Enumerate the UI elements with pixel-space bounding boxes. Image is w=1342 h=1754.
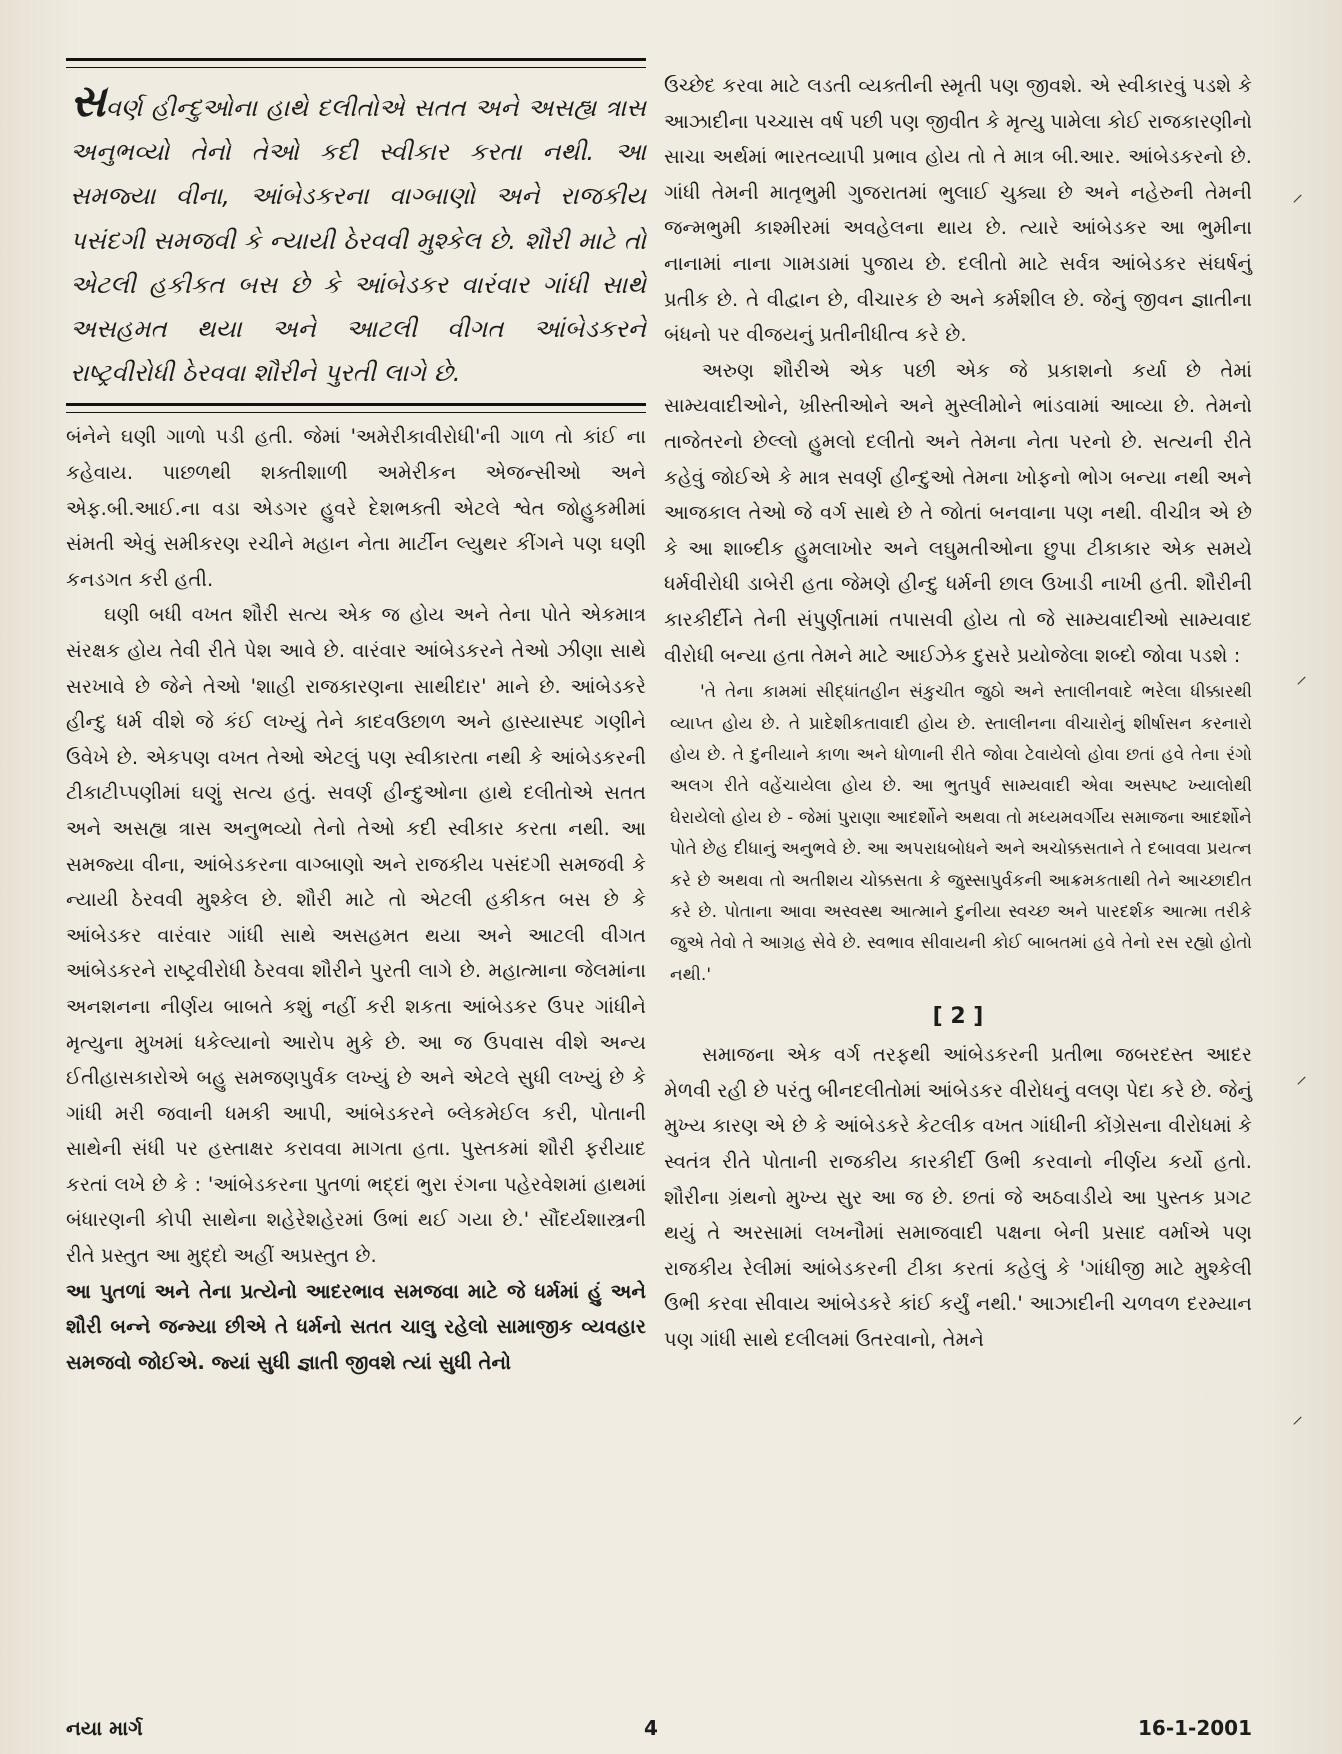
margin-mark-icon: ⸝ [1292, 1404, 1304, 1429]
publication-name: નયા માર્ગ [66, 1716, 143, 1740]
margin-mark-icon: ⸝ [1296, 1064, 1308, 1089]
left-column [66, 58, 646, 1380]
pullquote [66, 76, 646, 395]
margin-mark-icon: ⸝ [1296, 664, 1308, 689]
issue-date: 16-1-2001 [1137, 1716, 1252, 1740]
block-quote: 'તે તેના કામમાં સીદ્ધાંતહીન સંકુચીત જુઠો અને સ્તાલીનવાદે ભરેલા ધીક્કારથી વ્યાપ્ત હોય છે. તે પ્રાદેશીકતાવાદી હોય છે. સ્તાલીનના વીચારોનું શીર્ષાસન કરનારો હોય છે. તે દુનીયાને કાળા અને ધોળાની રીતે જોવા ટેવાયેલો હોવા છતાં હવે તેના રંગો અલગ રીતે વહેંચાયેલા હોય છે. આ ભુતપુર્વ સામ્યવાદી એવા અસ્પષ્ટ ખ્યાલોથી ઘેરાયેલો હોય છે - જેમાં પુરાણા આદર્શોને અથવા તો મધ્યમવર્ગીય સમાજના આદર્શોને પોતે છેહ દીધાનું અનુભવે છે. આ અપરાધબોધને અને અચોક્કસતાને તે દબાવવા પ્રયત્ન કરે છે અથવા તો અતીશય ચોક્કસતા કે જુસ્સાપુર્વકની આક્રમકતાથી તેને આચ્છાદીત કરે છે. પોતાના આવા અસ્વસ્થ આત્માને દુનીયા સ્વચ્છ અને પારદર્શક આત્મા તરીકે જુએ તેવો તે આગ્રહ સેવે છે. સ્વભાવ સીવાયની કોઈ બાબતમાં હવે તેનો રસ રહ્યો હોતો નથી.' [670, 682, 1252, 985]
page-number: 4 [644, 1716, 658, 1740]
pullquote-top-rule [66, 58, 646, 68]
pullquote-bottom-rule [66, 403, 646, 413]
right-paragraph-1: ઉચ્છેદ કરવા માટે લડતી વ્યક્તીની સ્મૃતી પણ જીવશે. એ સ્વીકારવું પડશે કે આઝાદીના પચ્ચાસ વર્ષ પછી પણ જીવીત કે મૃત્યુ પામેલા કોઈ રાજકારણીનો સાચા અર્થમાં ભારતવ્યાપી પ્રભાવ હોય તો તે માત્ર બી.આર. આંબેડકરનો છે. ગાંધી તેમની માતૃભુમી ગુજરાતમાં ભુલાઈ ચુક્યા છે અને નહેરુની તેમની જન્મભુમી કાશ્મીરમાં અવહેલના થાય છે. ત્યારે આંબેડકર આ ભુમીના નાનામાં નાના ગામડામાં પુજાય છે. દલીતો માટે સર્વત્ર આંબેડકર સંઘર્ષનું પ્રતીક છે. તે વીદ્વાન છે, વીચારક છે અને કર્મશીલ છે. જેનું જીવન જ્ઞાતીના બંધનો પર વીજયનું પ્રતીનીધીત્વ કરે છે. [664, 74, 1252, 347]
right-column [664, 68, 1252, 1358]
section-2-paragraph: સમાજના એક વર્ગ તરફથી આંબેડકરની પ્રતીભા જબરદસ્ત આદર મેળવી રહી છે પરંતુ બીનદલીતોમાં આંબેડકર વીરોધનું વલણ પેદા કરે છે. જેનું મુખ્ય કારણ એ છે કે આંબેડકરે કેટલીક વખત ગાંધીની કોંગ્રેસના વીરોધમાં કે સ્વતંત્ર રીતે પોતાની રાજકીય કારકીર્દી ઉભી કરવાનો નીર્ણય કર્યો હતો. શૌરીના ગ્રંથનો મુખ્ય સુર આ જ છે. છતાં જે અઠવાડીયે આ પુસ્તક પ્રગટ થયું તે અરસામાં લખનૌમાં સમાજવાદી પક્ષના બેની પ્રસાદ વર્માએ પણ રાજકીય રેલીમાં આંબેડકરની ટીકા કરતાં કહેલું કે 'ગાંધીજી માટે મુશ્કેલી ઉભી કરવા સીવાય આંબેડકરે કાંઈ કર્યું નથી.' આઝાદીની ચળવળ દરમ્યાન પણ ગાંધી સાથે દલીલમાં ઉતરવાનો, તેમને [664, 1043, 1252, 1351]
section-number: [ 2 ] [932, 1004, 984, 1030]
pullquote-text: વર્ણ હીન્દુઓના હાથે દલીતોએ સતત અને અસહ્ય ત્રાસ અનુભવ્યો તેનો તેઓ કદી સ્વીકાર કરતા નથી. આ સમજ્યા વીના, આંબેડકરના વાગ્બાણો અને રાજકીય પસંદગી સમજવી કે ન્યાયી ઠેરવવી મુશ્કેલ છે. શૌરી માટે તો એટલી હકીકત બસ છે કે આંબેડકર વારંવાર ગાંધી સાથે અસહમત થયા અને આટલી વીગત આંબેડકરને રાષ્ટ્રવીરોધી ઠેરવવા શૌરીને પુરતી લાગે છે. [70, 93, 646, 388]
pullquote-dropcap: સ [70, 76, 106, 127]
page-footer [66, 1716, 1252, 1746]
left-paragraph-3: આ પુતળાં અને તેના પ્રત્યેનો આદરભાવ સમજવા માટે જે ધર્મમાં હું અને શૌરી બન્ને જન્મ્યા છીએ તે ધર્મનો સતત ચાલુ રહેલો સામાજીક વ્યવહાર સમજવો જોઈએ. જ્યાં સુધી જ્ઞાતી જીવશે ત્યાં સુધી તેનો [66, 1279, 646, 1374]
margin-mark-icon: ⸝ [1292, 182, 1304, 207]
left-paragraph-1: બંનેને ઘણી ગાળો પડી હતી. જેમાં 'અમેરીકાવીરોધી'ની ગાળ તો કાંઈ ના કહેવાય. પાછળથી શક્તીશાળી અમેરીકન એજન્સીઓ અને એફ.બી.આઈ.ના વડા એડગર હુવરે દેશભક્તી એટલે શ્વેત જોહુકમીમાં સંમતી એવું સમીકરણ રચીને મહાન નેતા માર્ટીન લ્યુથર કીંગને પણ ઘણી કનડગત કરી હતી. [66, 425, 646, 591]
right-paragraph-2: અરુણ શૌરીએ એક પછી એક જે પ્રકાશનો કર્યા છે તેમાં સામ્યવાદીઓને, ખ્રીસ્તીઓને અને મુસ્લીમોને ભાંડવામાં આવ્યા છે. તેમનો તાજેતરનો છેલ્લો હુમલો દલીતો અને તેમના નેતા પરનો છે. સત્યની રીતે કહેવું જોઈએ કે માત્ર સવર્ણ હીન્દુઓ તેમના ખોફનો ભોગ બન્યા નથી અને આજકાલ તેઓ જે વર્ગ સાથે છે તે જોતાં બનવાના પણ નથી. વીચીત્ર એ છે કે આ શાબ્દીક હુમલાખોર અને લઘુમતીઓના છુપા ટીકાકાર એક સમયે ધર્મવીરોધી ડાબેરી હતા જેમણે હીન્દુ ધર્મની છાલ ઉખાડી નાખી હતી. શૌરીની કારકીર્દીને તેની સંપુર્ણતામાં તપાસવી હોય તો જે સામ્યવાદીઓ સામ્યવાદ વીરોધી બન્યા હતા તેમને માટે આઈઝેક દુસરે પ્રયોજેલા શબ્દો જોવા પડશે : [664, 358, 1252, 667]
left-paragraph-2: ઘણી બધી વખત શૌરી સત્ય એક જ હોય અને તેના પોતે એકમાત્ર સંરક્ષક હોય તેવી રીતે પેશ આવે છે. વારંવાર આંબેડકરને તેઓ ઝીણા સાથે સરખાવે છે જેને તેઓ 'શાહી રાજકારણના સાથીદાર' માને છે. આંબેડકરે હીન્દુ ધર્મ વીશે જે કંઈ લખ્યું તેને કાદવઉછાળ અને હાસ્યાસ્પદ ગણીને ઉવેખે છે. એકપણ વખત તેઓ એટલું પણ સ્વીકારતા નથી કે આંબેડકરની ટીકાટીપ્પણીમાં ઘણું સત્ય હતું. સવર્ણ હીન્દુઓના હાથે દલીતોએ સતત અને અસહ્ય ત્રાસ અનુભવ્યો તેનો તેઓ કદી સ્વીકાર કરતા નથી. આ સમજ્યા વીના, આંબેડકરના વાગ્બાણો અને રાજકીય પસંદગી સમજવી કે ન્યાયી ઠેરવવી મુશ્કેલ છે. શૌરી માટે તો એટલી હકીકત બસ છે કે આંબેડકર વારંવાર ગાંધી સાથે અસહમત થયા અને આટલી વીગત આંબેડકરને રાષ્ટ્રવીરોધી ઠેરવવા શૌરીને પુરતી લાગે છે. મહાત્માના જેલમાંના અનશનના નીર્ણય બાબતે કશું નહીં કરી શકતા આંબેડકર ઉપર ગાંધીને મૃત્યુના મુખમાં ધકેલ્યાનો આરોપ મુકે છે. આ જ ઉપવાસ વીશે અન્ય ઈતીહાસકારોએ બહુ સમજણપુર્વક લખ્યું છે અને એટલે સુધી લખ્યું છે કે ગાંધી મરી જવાની ધમકી આપી, આંબેડકરને બ્લેકમેઈલ કરી, પોતાની સાથેની સંધી પર હસ્તાક્ષર કરાવવા માગતા હતા. પુસ્તકમાં શૌરી ફરીયાદ કરતાં લખે છે કે : 'આંબેડકરના પુતળાં ભદ્દાં ભુરા રંગના પહેરવેશમાં હાથમાં બંધારણની કોપી સાથેના શહેરેશહેરમાં ઉભાં થઈ ગયા છે.' સૌંદર્યશાસ્ત્રની રીતે પ્રસ્તુત આ મુદ્દો અહીં અપ્રસ્તુત છે. [66, 603, 646, 1268]
